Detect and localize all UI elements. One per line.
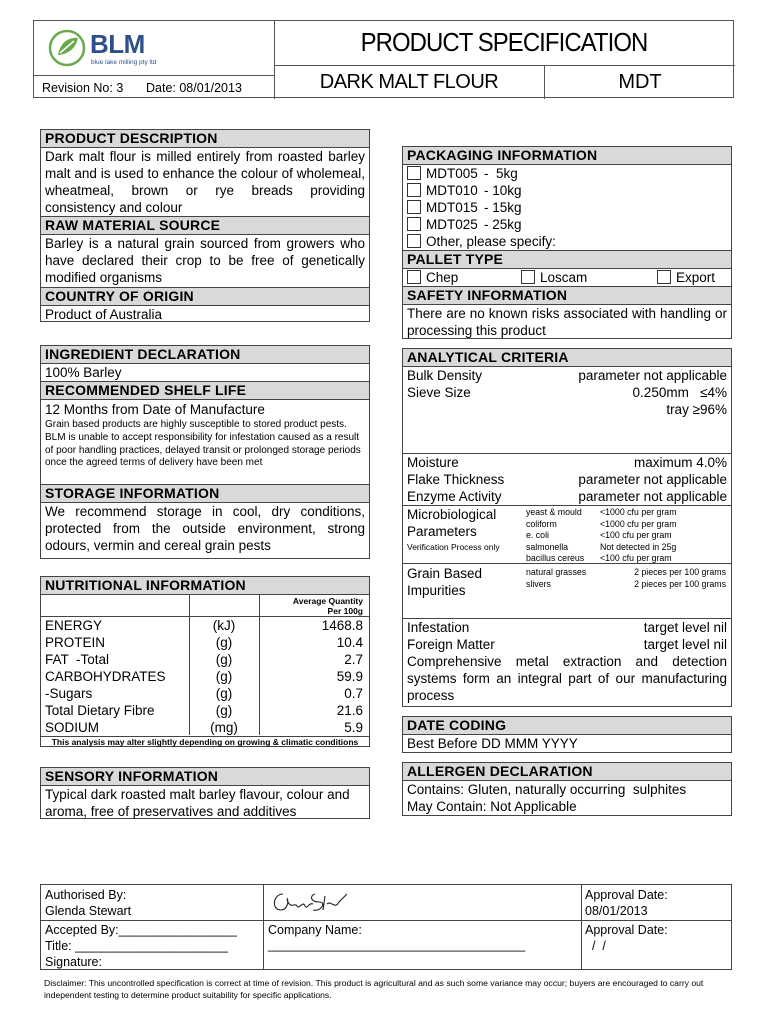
checkbox[interactable] [407, 183, 421, 197]
package-size: - 10kg [484, 183, 522, 198]
package-size: - 5kg [484, 166, 518, 181]
pallet-label: Export [676, 270, 716, 285]
criterion-value: target level nil [643, 637, 727, 652]
micro-value: <1000 cfu per gram [600, 518, 677, 529]
criterion-label: Bulk Density [407, 368, 483, 383]
approval-date-2[interactable]: / / [585, 939, 606, 953]
micro-name: e. coli [526, 530, 549, 541]
sensory-box [40, 767, 370, 819]
sensory-heading: SENSORY INFORMATION [41, 768, 369, 786]
checkbox[interactable] [407, 200, 421, 214]
safety-text: There are no known risks associated with handling or processing this product [407, 306, 727, 338]
page-title: PRODUCT SPECIFICATION [360, 27, 648, 57]
company-name-field[interactable]: _____________________________________ [268, 938, 526, 952]
pallet-option-loscam[interactable] [521, 269, 587, 286]
analytical-row-flake [403, 471, 731, 488]
micro-value: <100 cfu per gram [600, 553, 672, 564]
packaging-item [403, 216, 731, 233]
product-name: DARK MALT FLOUR [319, 71, 499, 93]
grain-label-2: Impurities [407, 583, 466, 598]
accepted-by-field[interactable]: Accepted By:_________________ [45, 923, 237, 937]
country-text: Product of Australia [45, 307, 163, 322]
packaging-item-other [403, 233, 731, 250]
criterion-label: Moisture [407, 455, 459, 470]
criterion-value: maximum 4.0% [633, 455, 727, 470]
revision-number: Revision No: 3 [42, 81, 124, 95]
allergen-may-contain: May Contain: Not Applicable [407, 799, 577, 814]
nutrient-name: SODIUM [45, 720, 99, 735]
storage-text: We recommend storage in cool, dry conditions, protected from the outside environment, strong odours, vermin and cereal grain pests [45, 504, 365, 553]
header-box [33, 20, 734, 98]
pallet-label: Chep [426, 270, 459, 285]
checkbox[interactable] [521, 270, 535, 284]
header-right-hline [274, 65, 735, 66]
nutrient-value: 1468.8 [321, 618, 363, 633]
analytical-row-foreign [403, 636, 731, 653]
package-size: - 15kg [484, 200, 522, 215]
pallet-options [403, 269, 731, 286]
checkbox[interactable] [657, 270, 671, 284]
packaging-item [403, 199, 731, 216]
header-hline [34, 75, 274, 76]
criterion-value: parameter not applicable [578, 472, 727, 487]
nutrient-value: 10.4 [336, 635, 363, 650]
logo-text: BLM [90, 29, 145, 59]
pallet-label: Loscam [540, 270, 588, 285]
grain-section [403, 563, 731, 618]
approval-label-1: Approval Date: [585, 888, 668, 902]
nutrient-unit: (kJ) [212, 618, 236, 633]
nutrient-value: 0.7 [344, 686, 363, 701]
nutrient-value: 21.6 [336, 703, 363, 718]
grain-list [526, 567, 726, 590]
analytical-row-moisture [403, 453, 731, 471]
package-code: MDT025 [426, 217, 478, 232]
pallet-heading: PALLET TYPE [403, 250, 731, 269]
approval-label-2: Approval Date: [585, 923, 668, 937]
nutrition-row-sugars [41, 685, 369, 702]
micro-label-2: Parameters [407, 524, 477, 539]
package-other: Other, please specify: [426, 234, 556, 249]
grain-name: natural grasses [526, 567, 587, 577]
criterion-value: parameter not applicable [578, 489, 727, 504]
packaging-box [402, 146, 732, 339]
authorised-label: Authorised By: [45, 888, 127, 902]
shelf-life-text: 12 Months from Date of Manufacture [45, 402, 265, 417]
micro-list [526, 507, 677, 565]
package-code: MDT010 [426, 183, 478, 198]
ingredient-box [40, 345, 370, 559]
micro-value: <100 cfu per gram [600, 530, 672, 541]
date-coding-heading: DATE CODING [403, 717, 731, 735]
nutrition-row-fat [41, 651, 369, 668]
raw-material-text: Barley is a natural grain sourced from growers who have declared their crop to be free of genetically modified organisms [45, 236, 365, 285]
allergen-contains: Contains: Gluten, naturally occurring sulphites [407, 782, 687, 797]
nutrient-name: ENERGY [45, 618, 103, 633]
nutrient-unit: (g) [215, 652, 233, 667]
analytical-row-infestation [403, 618, 731, 636]
safety-heading: SAFETY INFORMATION [403, 286, 731, 305]
package-size: - 25kg [484, 217, 522, 232]
package-code: MDT015 [426, 200, 478, 215]
packaging-item [403, 165, 731, 182]
nutrition-heading: NUTRITIONAL INFORMATION [41, 577, 369, 595]
package-code: MDT005 [426, 166, 478, 181]
title-field[interactable]: Title: ______________________ [45, 939, 229, 953]
criterion-value: parameter not applicable [578, 368, 727, 383]
signoff-hline [41, 920, 731, 921]
allergen-heading: ALLERGEN DECLARATION [403, 763, 731, 781]
criterion-label: Sieve Size [407, 385, 471, 400]
nutrition-box [40, 576, 370, 747]
shelf-life-note: Grain based products are highly susceptible to stored product pests. BLM is unable to accept responsibility for infestation caused as a result of poor handling practices, delayed transit or prolonged storage periods once the agreed terms of delivery have been met [45, 419, 361, 469]
nutrient-unit: (g) [215, 703, 233, 718]
date-coding-box [402, 716, 732, 753]
nutrition-row-protein [41, 634, 369, 651]
logo-subtext: blue lake milling pty ltd [91, 59, 157, 66]
criterion-label: Enzyme Activity [407, 489, 502, 504]
nutrient-value: 59.9 [336, 669, 363, 684]
signoff-vline-2 [581, 885, 582, 969]
nutrient-value: 5.9 [344, 720, 363, 735]
nutrition-col-head-1: Average Quantity [292, 596, 363, 606]
leaf-logo-icon [48, 29, 86, 67]
checkbox[interactable] [407, 166, 421, 180]
product-description-heading: PRODUCT DESCRIPTION [41, 130, 369, 148]
pallet-option-export[interactable] [657, 269, 715, 286]
criterion-value: target level nil [643, 620, 727, 635]
micro-name: yeast & mould [526, 507, 582, 517]
micro-name: salmonella [526, 541, 569, 552]
shelf-life-heading: RECOMMENDED SHELF LIFE [41, 381, 369, 400]
micro-value: Not detected in 25g [600, 541, 677, 552]
nutrient-unit: (mg) [210, 720, 238, 735]
nutrient-name: Total Dietary Fibre [45, 703, 155, 718]
nutrient-name: FAT -Total [45, 652, 110, 667]
micro-label-1: Microbiological [407, 507, 497, 522]
nutrient-value: 2.7 [344, 652, 363, 667]
company-name-label: Company Name: [268, 923, 362, 937]
nutrition-col-head-2: Per 100g [327, 606, 363, 616]
product-description-box [40, 129, 370, 322]
micro-value: <1000 cfu per gram [600, 507, 677, 517]
nutrition-footnote: This analysis may alter slightly depending on growing & climatic conditions [41, 736, 369, 747]
nutrient-name: -Sugars [45, 686, 93, 701]
packaging-item [403, 182, 731, 199]
checkbox[interactable] [407, 270, 421, 284]
sensory-text: Typical dark roasted malt barley flavour, colour and aroma, free of preservatives and additives [45, 787, 350, 819]
revision-date: Date: 08/01/2013 [146, 81, 242, 95]
logo [48, 27, 158, 69]
product-description-text: Dark malt flour is milled entirely from roasted barley malt and is used to enhance the colour of wholemeal, wheatmeal, brown or rye breads providing consistency and colour [45, 149, 365, 215]
allergen-box [402, 762, 732, 816]
micro-name: bacillus cereus [526, 553, 585, 564]
checkbox[interactable] [407, 234, 421, 248]
grain-value: 2 pieces per 100 grams [634, 578, 726, 589]
authorised-name: Glenda Stewart [45, 904, 132, 918]
ingredient-heading: INGREDIENT DECLARATION [41, 346, 369, 364]
analytical-row-bulk [403, 367, 731, 384]
nutrient-unit: (g) [215, 686, 233, 701]
nutrition-row-fibre [41, 702, 369, 719]
sieve-tray-value: tray ≥96% [666, 402, 727, 417]
nutrient-name: PROTEIN [45, 635, 106, 650]
packaging-heading: PACKAGING INFORMATION [403, 147, 731, 165]
signature-field[interactable]: Signature: [45, 955, 102, 969]
criterion-label: Flake Thickness [407, 472, 505, 487]
nutrition-row-sodium [41, 719, 369, 736]
grain-label-1: Grain Based [407, 566, 483, 581]
signature-image [269, 888, 353, 918]
micro-note: Verification Process only [407, 542, 500, 552]
storage-heading: STORAGE INFORMATION [41, 484, 369, 503]
criterion-label: Infestation [407, 620, 470, 635]
analytical-heading: ANALYTICAL CRITERIA [403, 349, 731, 367]
analytical-row-enzyme [403, 488, 731, 506]
grain-value: 2 pieces per 100 grams [634, 567, 726, 577]
analytical-row-sieve [403, 384, 731, 401]
signoff-box [40, 884, 732, 970]
nutrient-name: CARBOHYDRATES [45, 669, 166, 684]
criterion-label: Foreign Matter [407, 637, 495, 652]
nutrition-row-energy [41, 617, 369, 634]
nutrition-table [41, 617, 369, 736]
product-code: MDT [618, 71, 662, 93]
micro-section [403, 506, 731, 563]
disclaimer: Disclaimer: This uncontrolled specification is correct at time of revision. This product is agricultural and as such some variance may occur; buyers are encouraged to carry out independent testing to determine product suitability for specific applications. [44, 978, 704, 1000]
grain-name: slivers [526, 578, 551, 589]
analytical-box [402, 348, 732, 707]
approval-date-1: 08/01/2013 [585, 904, 648, 918]
signoff-vline-1 [263, 885, 264, 969]
metal-detection-text: Comprehensive metal extraction and detection systems form an integral part of our manufacturing process [407, 654, 727, 703]
checkbox[interactable] [407, 217, 421, 231]
date-coding-text: Best Before DD MMM YYYY [407, 736, 578, 751]
nutrient-unit: (g) [215, 635, 233, 650]
country-heading: COUNTRY OF ORIGIN [41, 287, 369, 306]
nutrient-unit: (g) [215, 669, 233, 684]
nutrition-row-carbohydrates [41, 668, 369, 685]
micro-name: coliform [526, 518, 557, 529]
raw-material-heading: RAW MATERIAL SOURCE [41, 216, 369, 235]
criterion-value: 0.250mm ≤4% [632, 385, 727, 400]
ingredient-text: 100% Barley [45, 365, 122, 380]
pallet-option-chep[interactable] [407, 269, 458, 286]
